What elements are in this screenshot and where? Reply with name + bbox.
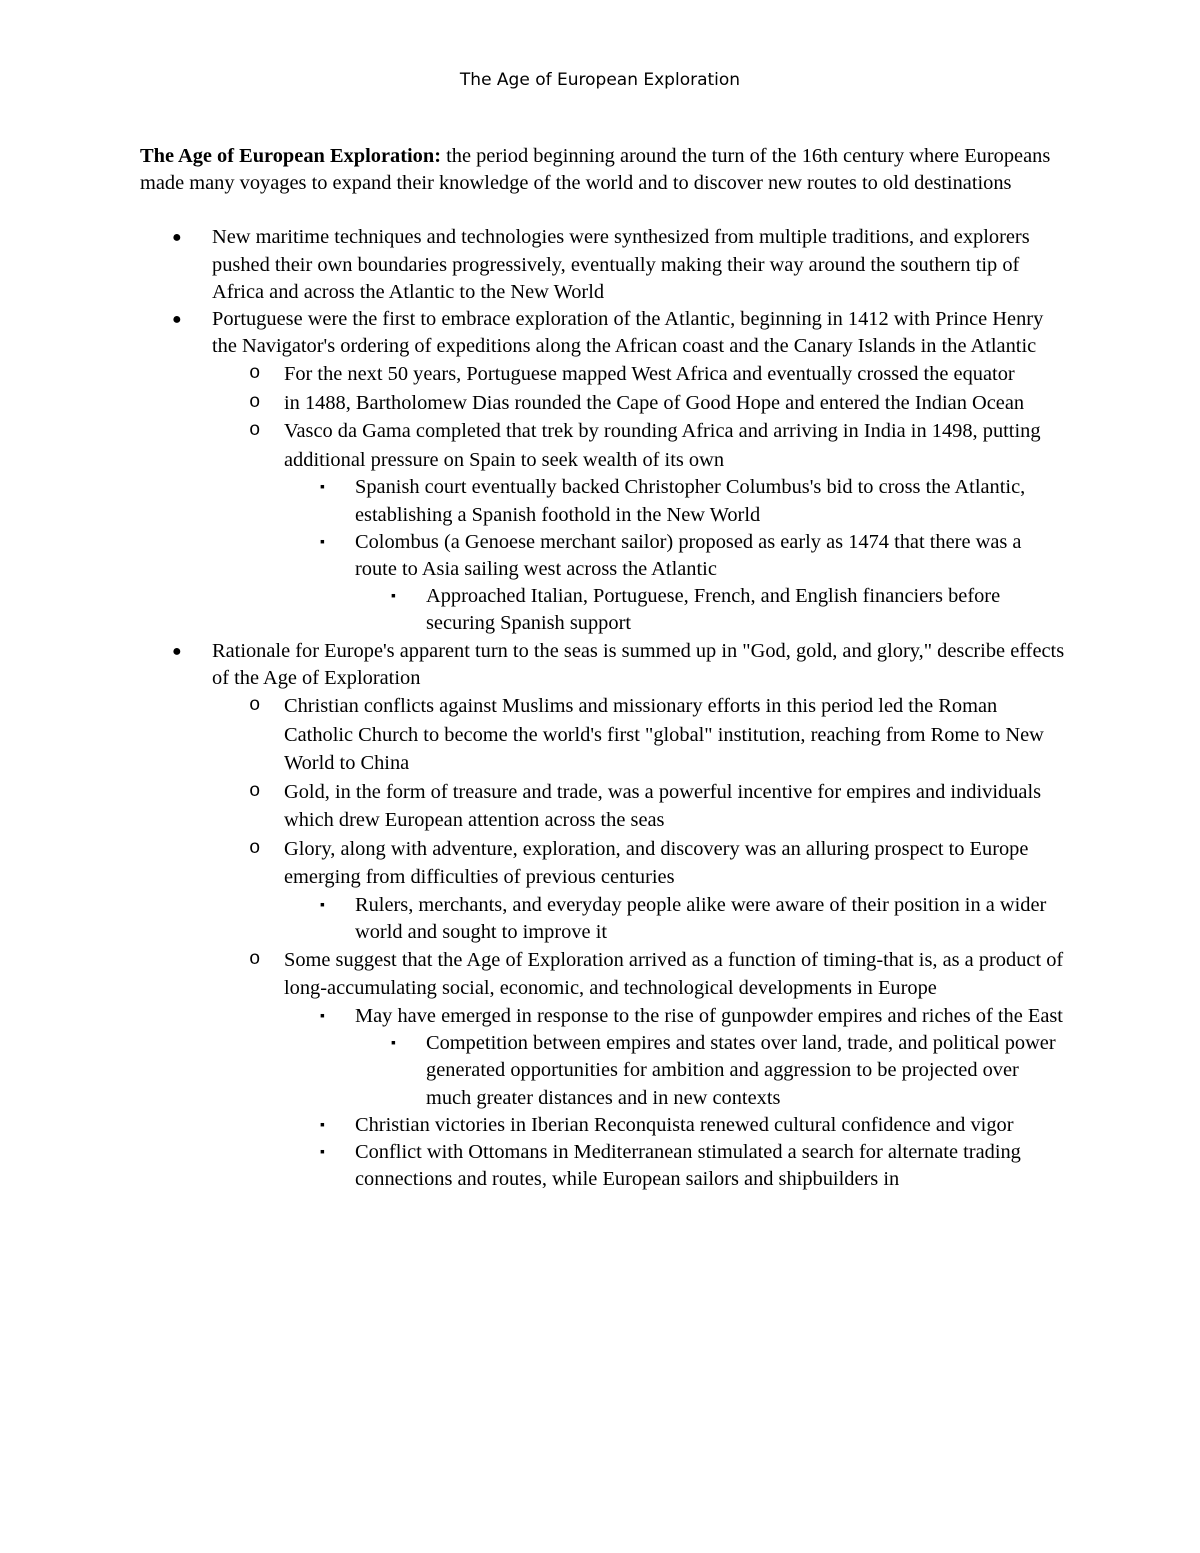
bullet-list — [140, 224, 1065, 1193]
list-item-text: in 1488, Bartholomew Dias rounded the Cape of Good Hope and entered the Indian Ocean — [284, 391, 1025, 414]
sub-list — [212, 360, 1065, 637]
bullet-circle-icon: o — [249, 947, 261, 970]
intro-term: The Age of European Exploration: — [140, 145, 441, 167]
list-item — [355, 1030, 1065, 1112]
bullet-circle-icon: o — [249, 390, 261, 413]
list-item — [212, 946, 1065, 1193]
bullet-dot-icon: ● — [172, 229, 182, 247]
list-item-text: New maritime techniques and technologies were synthesized from multiple traditions, and explorers pushed their own boundaries progressively, eventually making their way around the southern tip of Africa and across the Atlantic to the New World — [212, 226, 1030, 303]
bullet-circle-icon: o — [249, 694, 261, 717]
list-item-text: Rulers, merchants, and everyday people alike were aware of their position in a wider world and sought to improve it — [355, 893, 1047, 943]
list-item-text: Glory, along with adventure, exploration, and discovery was an alluring prospect to Europe emerging from difficulties of previous centuries — [284, 837, 1029, 889]
list-item — [284, 1003, 1065, 1112]
list-item — [212, 778, 1065, 835]
intro-definition: the period beginning around the turn of the 16th century where Europeans made many voyages to expand their knowledge of the world and to discover new routes to old destinations — [140, 145, 1051, 195]
list-item — [212, 389, 1065, 418]
list-item-text: Approached Italian, Portuguese, French, and English financiers before securing Spanish support — [426, 585, 1001, 635]
list-item — [212, 360, 1065, 389]
sub-list — [284, 474, 1065, 637]
list-item — [140, 306, 1065, 638]
bullet-circle-icon: o — [249, 779, 261, 802]
bullet-square-icon: ▪ — [391, 589, 396, 605]
list-item — [212, 417, 1065, 637]
list-item — [140, 638, 1065, 1194]
list-item — [284, 529, 1065, 638]
list-item — [284, 892, 1065, 946]
list-item-text: Competition between empires and states over land, trade, and political power generated opportunities for ambition and aggression to be projected over much greater distances and in new contexts — [426, 1032, 1056, 1109]
sub-list — [212, 692, 1065, 1193]
list-item — [212, 692, 1065, 778]
list-item — [140, 224, 1065, 306]
list-item-text: Colombus (a Genoese merchant sailor) proposed as early as 1474 that there was a route to Asia sailing west across the Atlantic — [355, 530, 1022, 581]
list-item-text: Portuguese were the first to embrace exploration of the Atlantic, beginning in 1412 with Prince Henry the Navigator's ordering of expeditions along the African coast and the Canary Islands in the Atlantic — [212, 308, 1044, 358]
list-item-text: Spanish court eventually backed Christopher Columbus's bid to cross the Atlantic, establishing a Spanish foothold in the New World — [355, 476, 1026, 526]
bullet-square-icon: ▪ — [320, 1008, 325, 1024]
bullet-circle-icon: o — [249, 419, 261, 442]
list-item-text: Christian conflicts against Muslims and missionary efforts in this period led the Roman Catholic Church to become the world's first "global" institution, reaching from Rome to New World to China — [284, 695, 1044, 775]
bullet-circle-icon: o — [249, 836, 261, 859]
sub-list — [355, 1030, 1065, 1112]
bullet-square-icon: ▪ — [320, 480, 325, 496]
bullet-circle-icon: o — [249, 362, 261, 385]
bullet-square-icon: ▪ — [320, 534, 325, 550]
list-item — [212, 835, 1065, 946]
sub-list — [284, 892, 1065, 946]
sub-list — [355, 583, 1065, 637]
list-item — [355, 583, 1065, 637]
intro-paragraph — [140, 143, 1065, 197]
list-item-text: Conflict with Ottomans in Mediterranean stimulated a search for alternate trading connections and routes, while European sailors and shipbuilders in — [355, 1140, 1021, 1191]
list-item-text: Some suggest that the Age of Exploration arrived as a function of timing-that is, as a product of long-accumulating social, economic, and technological developments in Europe — [284, 948, 1064, 1000]
list-item — [284, 1139, 1065, 1193]
list-item-text: For the next 50 years, Portuguese mapped West Africa and eventually crossed the equator — [284, 363, 1015, 386]
bullet-dot-icon: ● — [172, 642, 182, 660]
sub-list — [284, 1003, 1065, 1193]
bullet-square-icon: ▪ — [320, 897, 325, 913]
page-header: The Age of European Exploration — [459, 70, 741, 90]
bullet-dot-icon: ● — [172, 311, 182, 329]
bullet-square-icon: ▪ — [320, 1117, 325, 1133]
list-item — [284, 1112, 1065, 1139]
list-item-text: Gold, in the form of treasure and trade, was a powerful incentive for empires and individuals which drew European attention across the seas — [284, 780, 1042, 832]
document-body — [140, 143, 1065, 1193]
list-item-text: Christian victories in Iberian Reconquista renewed cultural confidence and vigor — [355, 1113, 1014, 1136]
list-item-text: Rationale for Europe's apparent turn to the seas is summed up in "God, gold, and glory," describe effects of the Age of Exploration — [212, 639, 1065, 689]
list-item — [284, 474, 1065, 528]
list-item-text: Vasco da Gama completed that trek by rounding Africa and arriving in India in 1498, putting additional pressure on Spain to seek wealth of its own — [284, 420, 1041, 471]
bullet-square-icon: ▪ — [391, 1036, 396, 1052]
bullet-square-icon: ▪ — [320, 1144, 325, 1160]
list-item-text: May have emerged in response to the rise of gunpowder empires and riches of the East — [355, 1004, 1063, 1027]
